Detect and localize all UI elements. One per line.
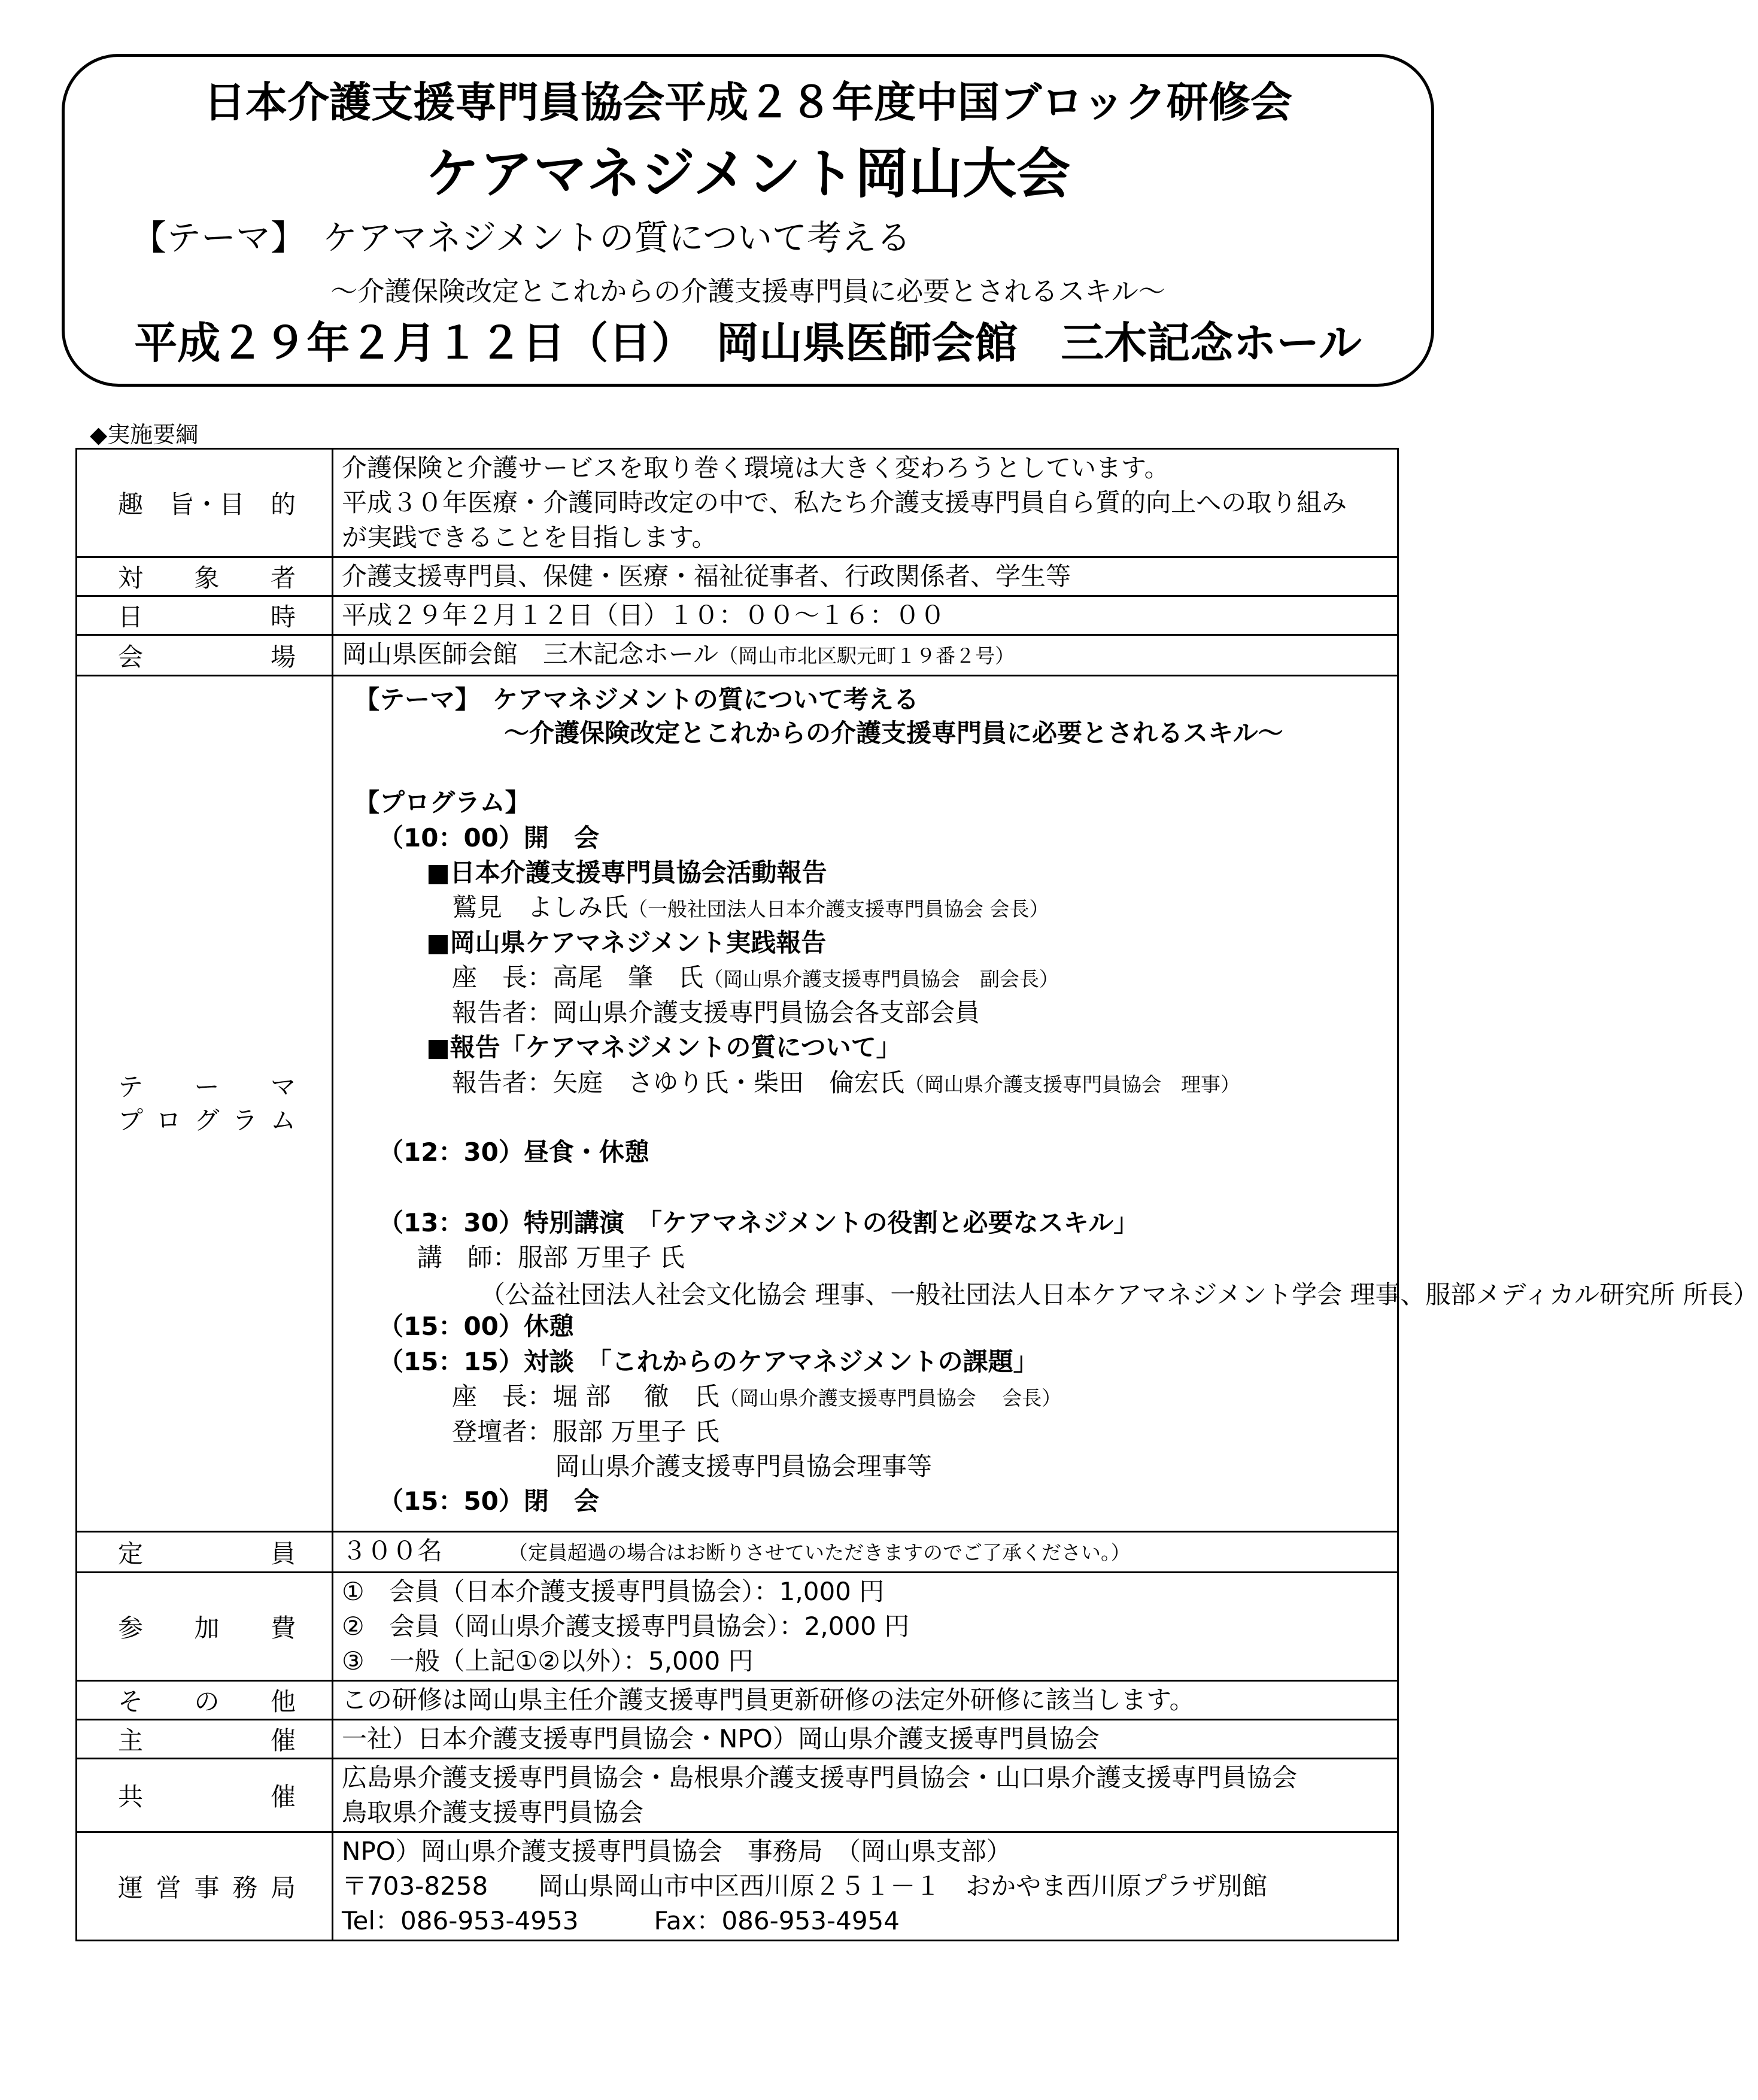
event-date-venue: 平成２９年２月１２日（日） 岡山県医師会館 三木記念ホール (134, 318, 1362, 368)
program-open: （10：00）開 会 (378, 823, 599, 852)
value-program (333, 676, 1758, 1532)
event-main-title: ケアマネジメント岡山大会 (425, 142, 1071, 205)
value-capacity: ３００名 （定員超過の場合はお断りさせていただきますのでご了承ください。） (333, 1532, 1398, 1573)
event-series-title: 日本介護支援専門員協会平成２８年度中国ブロック研修会 (204, 78, 1292, 127)
row-office (77, 1832, 1398, 1941)
program-theme: 【テーマ】 ケアマネジメントの質について考える (354, 685, 919, 714)
value-datetime: 平成２９年２月１２日（日）１０：００～１６：００ (333, 596, 1398, 635)
program-item3-reporter: 報告者：矢庭 さゆり氏・柴田 倫宏氏（岡山県介護支援専門員協会 理事） (452, 1068, 1241, 1097)
row-host (77, 1720, 1398, 1759)
event-subtitle: ～介護保険改定とこれからの介護支援専門員に必要とされるスキル～ (330, 275, 1165, 307)
label-host: 主 催 (77, 1720, 333, 1759)
program-heading: 【プログラム】 (354, 788, 530, 817)
value-purpose: 介護保険と介護サービスを取り巻く環境は大きく変わろうとしています。 平成３０年医療・介護同時改定の中で、私たち介護支援専門員自ら質的向上への取り組み が実践できることを目指します。 (333, 449, 1398, 557)
program-talk-chair: 座 長：堀 部 徹 氏（岡山県介護支援専門員協会 会長） (452, 1382, 1062, 1411)
label-purpose: 趣 旨・目 的 (77, 449, 333, 557)
row-fee (77, 1573, 1398, 1681)
program-close: （15：50）閉 会 (378, 1486, 599, 1516)
label-venue: 会 場 (77, 635, 333, 676)
program-item2-title: ■岡山県ケアマネジメント実践報告 (426, 928, 827, 957)
header-box (62, 54, 1434, 387)
program-talk-panel: 登壇者：服部 万里子 氏 (452, 1417, 719, 1446)
program-lecturer: 講 師：服部 万里子 氏 (417, 1243, 685, 1272)
program-item2-chair: 座 長：高尾 肇 氏（岡山県介護支援専門員協会 副会長） (452, 963, 1059, 992)
program-talk: （15：15）対談 「これからのケアマネジメントの課題」 (378, 1347, 1039, 1376)
label-datetime: 日 時 (77, 596, 333, 635)
value-venue: 岡山県医師会館 三木記念ホール（岡山市北区駅元町１９番２号） (333, 635, 1398, 676)
row-venue (77, 635, 1398, 676)
row-program (77, 676, 1398, 1532)
row-cohost (77, 1759, 1398, 1832)
program-item1-person: 鷲見 よしみ氏（一般社団法人日本介護支援専門員協会 会長） (452, 893, 1049, 922)
program-theme-sub: ～介護保険改定とこれからの介護支援専門員に必要とされるスキル～ (504, 718, 1283, 748)
section-label: ◆実施要綱 (90, 421, 199, 448)
row-target (77, 557, 1398, 596)
value-cohost: 広島県介護支援専門員協会・島根県介護支援専門員協会・山口県介護支援専門員協会 鳥取県介護支援専門員協会 (333, 1759, 1398, 1832)
label-target: 対 象 者 (77, 557, 333, 596)
program-lunch: （12：30）昼食・休憩 (378, 1137, 649, 1167)
value-fee: ① 会員（日本介護支援専門員協会）：1,000 円 ② 会員（岡山県介護支援専門員協会）：2,000 円 ③ 一般（上記①②以外）：5,000 円 (333, 1573, 1398, 1681)
value-target: 介護支援専門員、保健・医療・福祉従事者、行政関係者、学生等 (333, 557, 1398, 596)
label-office: 運 営 事 務 局 (77, 1832, 333, 1941)
row-capacity (77, 1532, 1398, 1573)
outline-table (75, 448, 1758, 1941)
row-datetime (77, 596, 1398, 635)
program-break: （15：00）休憩 (378, 1312, 574, 1341)
program-item1-title: ■日本介護支援専門員協会活動報告 (426, 858, 827, 887)
label-fee: 参 加 費 (77, 1573, 333, 1681)
row-other (77, 1681, 1398, 1720)
value-office: NPO）岡山県介護支援専門員協会 事務局 （岡山県支部） 〒703-8258 岡山県岡山市中区西川原２５１－１ おかやま西川原プラザ別館 Tel：086-953-4953 Fax：086-953-4954 (333, 1832, 1398, 1941)
label-program: テ ー マ プ ロ グ ラ ム (77, 676, 333, 1532)
row-purpose (77, 449, 1398, 557)
label-other: そ の 他 (77, 1681, 333, 1720)
label-cohost: 共 催 (77, 1759, 333, 1832)
event-theme: 【テーマ】 ケアマネジメントの質について考える (132, 217, 912, 258)
program-item3-title: ■報告「ケアマネジメントの質について」 (426, 1033, 901, 1062)
value-host: 一社）日本介護支援専門員協会・NPO）岡山県介護支援専門員協会 (333, 1720, 1398, 1759)
label-capacity: 定 員 (77, 1532, 333, 1573)
program-talk-panel2: 岡山県介護支援専門員協会理事等 (555, 1452, 933, 1481)
venue-address: （岡山市北区駅元町１９番２号） (718, 644, 1015, 667)
program-lecture: （13：30）特別講演 「ケアマネジメントの役割と必要なスキル」 (378, 1208, 1139, 1237)
program-lecturer-note: （公益社団法人社会文化協会 理事、一般社団法人日本ケアマネジメント学会 理事、服部メディカル研究所 所長） (480, 1280, 1758, 1309)
value-other: この研修は岡山県主任介護支援専門員更新研修の法定外研修に該当します。 (333, 1681, 1398, 1720)
program-item2-reporter: 報告者：岡山県介護支援専門員協会各支部会員 (452, 998, 980, 1027)
